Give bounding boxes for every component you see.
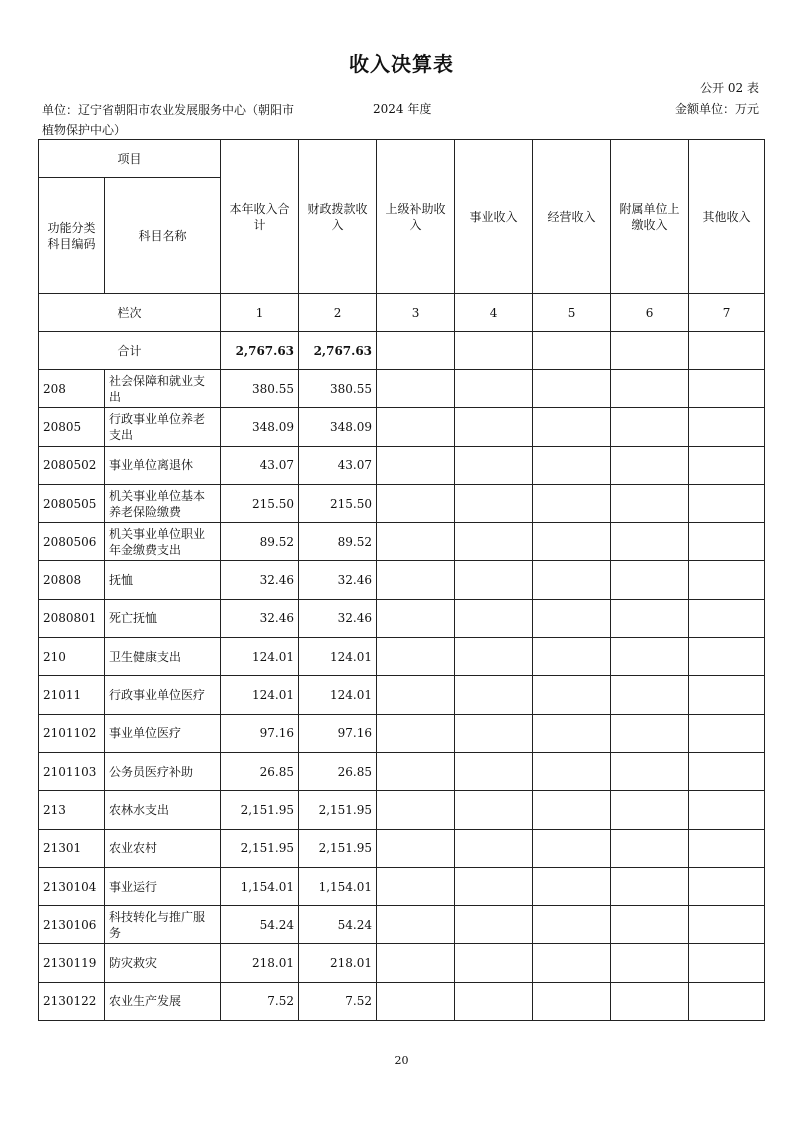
fiscal-year: 2024 年度 (373, 102, 432, 116)
money-unit: 金额单位：万元 (674, 102, 759, 116)
row-col3 (377, 829, 455, 867)
row-code: 2130122 (39, 982, 105, 1020)
header-col2: 财政拨款收入 (299, 140, 377, 294)
row-col5 (533, 791, 611, 829)
row-col6 (611, 752, 689, 790)
row-col5 (533, 561, 611, 599)
header-project: 项目 (39, 140, 221, 178)
row-code: 2080506 (39, 523, 105, 561)
total-col3 (377, 332, 455, 370)
row-col4 (455, 523, 533, 561)
row-col5 (533, 484, 611, 522)
row-col5 (533, 867, 611, 905)
row-col7 (689, 791, 765, 829)
sequence-2: 2 (299, 294, 377, 332)
row-col3 (377, 446, 455, 484)
row-col6 (611, 944, 689, 982)
row-col4 (455, 791, 533, 829)
total-col4 (455, 332, 533, 370)
row-col4 (455, 829, 533, 867)
sequence-1: 1 (221, 294, 299, 332)
row-col5 (533, 982, 611, 1020)
row-col1: 215.50 (221, 484, 299, 522)
unit-name-line1: 单位：辽宁省朝阳市农业发展服务中心（朝阳市 (42, 103, 295, 117)
row-col5 (533, 599, 611, 637)
row-col7 (689, 982, 765, 1020)
row-col1: 43.07 (221, 446, 299, 484)
row-col3 (377, 982, 455, 1020)
row-name: 事业运行 (105, 867, 221, 905)
total-col6 (611, 332, 689, 370)
row-col2: 348.09 (299, 408, 377, 446)
row-col7 (689, 446, 765, 484)
sequence-label: 栏次 (39, 294, 221, 332)
row-col1: 26.85 (221, 752, 299, 790)
row-name: 死亡抚恤 (105, 599, 221, 637)
row-col1: 54.24 (221, 906, 299, 944)
row-col5 (533, 408, 611, 446)
form-number: 公开 02 表 (700, 81, 759, 95)
total-label: 合计 (39, 332, 221, 370)
page-title: 收入决算表 (349, 52, 454, 76)
unit-name-line2: 植物保护中心） (42, 123, 127, 137)
row-col7 (689, 752, 765, 790)
total-col7 (689, 332, 765, 370)
sequence-5: 5 (533, 294, 611, 332)
row-col3 (377, 484, 455, 522)
row-col6 (611, 982, 689, 1020)
row-col3 (377, 791, 455, 829)
row-code: 2130104 (39, 867, 105, 905)
row-col2: 43.07 (299, 446, 377, 484)
row-col2: 380.55 (299, 370, 377, 408)
row-col3 (377, 599, 455, 637)
row-name: 农林水支出 (105, 791, 221, 829)
row-col1: 97.16 (221, 714, 299, 752)
row-col2: 54.24 (299, 906, 377, 944)
row-col3 (377, 752, 455, 790)
row-name: 机关事业单位职业年金缴费支出 (105, 523, 221, 561)
row-col3 (377, 944, 455, 982)
row-col3 (377, 523, 455, 561)
row-col6 (611, 829, 689, 867)
table-row (39, 867, 765, 905)
row-col1: 7.52 (221, 982, 299, 1020)
row-name: 农业农村 (105, 829, 221, 867)
row-col3 (377, 561, 455, 599)
table-row (39, 561, 765, 599)
sequence-3: 3 (377, 294, 455, 332)
row-col6 (611, 867, 689, 905)
table-row (39, 829, 765, 867)
row-col1: 2,151.95 (221, 791, 299, 829)
row-name: 事业单位医疗 (105, 714, 221, 752)
row-col6 (611, 446, 689, 484)
row-col2: 124.01 (299, 638, 377, 676)
row-code: 2080502 (39, 446, 105, 484)
row-col2: 97.16 (299, 714, 377, 752)
row-code: 2101102 (39, 714, 105, 752)
row-col6 (611, 370, 689, 408)
row-code: 2080505 (39, 484, 105, 522)
row-col7 (689, 714, 765, 752)
table-row (39, 676, 765, 714)
row-code: 20805 (39, 408, 105, 446)
row-col1: 124.01 (221, 676, 299, 714)
table-row (39, 791, 765, 829)
row-col4 (455, 599, 533, 637)
row-col3 (377, 370, 455, 408)
unit-name (42, 100, 342, 140)
row-col6 (611, 906, 689, 944)
row-col4 (455, 906, 533, 944)
row-col5 (533, 714, 611, 752)
row-col2: 89.52 (299, 523, 377, 561)
row-col3 (377, 867, 455, 905)
table-row (39, 370, 765, 408)
row-col7 (689, 370, 765, 408)
row-name: 抚恤 (105, 561, 221, 599)
row-col1: 32.46 (221, 599, 299, 637)
table-row (39, 906, 765, 944)
row-col3 (377, 408, 455, 446)
row-code: 213 (39, 791, 105, 829)
row-col1: 218.01 (221, 944, 299, 982)
row-col2: 32.46 (299, 599, 377, 637)
row-col4 (455, 638, 533, 676)
row-col1: 380.55 (221, 370, 299, 408)
row-name: 卫生健康支出 (105, 638, 221, 676)
total-col2: 2,767.63 (299, 332, 377, 370)
row-name: 防灾救灾 (105, 944, 221, 982)
row-col7 (689, 484, 765, 522)
row-name: 事业单位离退休 (105, 446, 221, 484)
row-col7 (689, 867, 765, 905)
row-col4 (455, 676, 533, 714)
row-code: 2130119 (39, 944, 105, 982)
row-col3 (377, 638, 455, 676)
row-col1: 32.46 (221, 561, 299, 599)
row-col5 (533, 906, 611, 944)
row-col7 (689, 523, 765, 561)
row-col3 (377, 676, 455, 714)
row-col7 (689, 676, 765, 714)
table-row (39, 523, 765, 561)
table-row (39, 944, 765, 982)
table-row (39, 599, 765, 637)
row-col4 (455, 944, 533, 982)
row-col5 (533, 370, 611, 408)
row-col4 (455, 714, 533, 752)
row-col1: 2,151.95 (221, 829, 299, 867)
row-col1: 348.09 (221, 408, 299, 446)
row-col4 (455, 408, 533, 446)
header-col3: 上级补助收入 (377, 140, 455, 294)
table-row (39, 446, 765, 484)
income-table (38, 139, 765, 1021)
header-col5: 经营收入 (533, 140, 611, 294)
row-col7 (689, 944, 765, 982)
row-col5 (533, 676, 611, 714)
row-col5 (533, 829, 611, 867)
sequence-6: 6 (611, 294, 689, 332)
row-col6 (611, 561, 689, 599)
header-name: 科目名称 (105, 178, 221, 294)
table-row (39, 638, 765, 676)
row-name: 机关事业单位基本养老保险缴费 (105, 484, 221, 522)
row-col4 (455, 752, 533, 790)
header-col1: 本年收入合计 (221, 140, 299, 294)
row-code: 2130106 (39, 906, 105, 944)
row-col1: 1,154.01 (221, 867, 299, 905)
sequence-4: 4 (455, 294, 533, 332)
total-col1: 2,767.63 (221, 332, 299, 370)
row-name: 农业生产发展 (105, 982, 221, 1020)
row-code: 210 (39, 638, 105, 676)
row-col2: 215.50 (299, 484, 377, 522)
row-name: 社会保障和就业支出 (105, 370, 221, 408)
row-col2: 124.01 (299, 676, 377, 714)
row-col4 (455, 867, 533, 905)
table-row (39, 982, 765, 1020)
row-col7 (689, 829, 765, 867)
row-col6 (611, 484, 689, 522)
total-col5 (533, 332, 611, 370)
row-col1: 89.52 (221, 523, 299, 561)
row-col3 (377, 714, 455, 752)
row-col7 (689, 638, 765, 676)
table-row (39, 714, 765, 752)
row-name: 公务员医疗补助 (105, 752, 221, 790)
row-col1: 124.01 (221, 638, 299, 676)
row-col6 (611, 599, 689, 637)
row-col6 (611, 676, 689, 714)
row-name: 行政事业单位医疗 (105, 676, 221, 714)
row-col7 (689, 561, 765, 599)
row-col5 (533, 752, 611, 790)
table-row (39, 752, 765, 790)
row-col5 (533, 944, 611, 982)
row-col5 (533, 638, 611, 676)
row-code: 20808 (39, 561, 105, 599)
row-code: 21011 (39, 676, 105, 714)
row-col6 (611, 638, 689, 676)
header-col4: 事业收入 (455, 140, 533, 294)
row-col2: 2,151.95 (299, 791, 377, 829)
row-col2: 218.01 (299, 944, 377, 982)
row-col2: 26.85 (299, 752, 377, 790)
row-col4 (455, 484, 533, 522)
row-col2: 32.46 (299, 561, 377, 599)
row-col7 (689, 408, 765, 446)
header-col6: 附属单位上缴收入 (611, 140, 689, 294)
row-col3 (377, 906, 455, 944)
row-code: 2080801 (39, 599, 105, 637)
table-row (39, 408, 765, 446)
row-col4 (455, 982, 533, 1020)
row-col7 (689, 599, 765, 637)
row-col6 (611, 523, 689, 561)
row-col4 (455, 561, 533, 599)
row-col4 (455, 446, 533, 484)
row-col5 (533, 446, 611, 484)
row-col2: 1,154.01 (299, 867, 377, 905)
row-col6 (611, 408, 689, 446)
row-col6 (611, 714, 689, 752)
row-col7 (689, 906, 765, 944)
header-col7: 其他收入 (689, 140, 765, 294)
row-col5 (533, 523, 611, 561)
row-code: 208 (39, 370, 105, 408)
row-col2: 2,151.95 (299, 829, 377, 867)
table-row (39, 484, 765, 522)
page-number: 20 (394, 1054, 409, 1067)
row-code: 2101103 (39, 752, 105, 790)
row-name: 行政事业单位养老支出 (105, 408, 221, 446)
row-col4 (455, 370, 533, 408)
row-code: 21301 (39, 829, 105, 867)
row-col2: 7.52 (299, 982, 377, 1020)
row-col6 (611, 791, 689, 829)
row-name: 科技转化与推广服务 (105, 906, 221, 944)
sequence-7: 7 (689, 294, 765, 332)
header-code: 功能分类科目编码 (39, 178, 105, 294)
